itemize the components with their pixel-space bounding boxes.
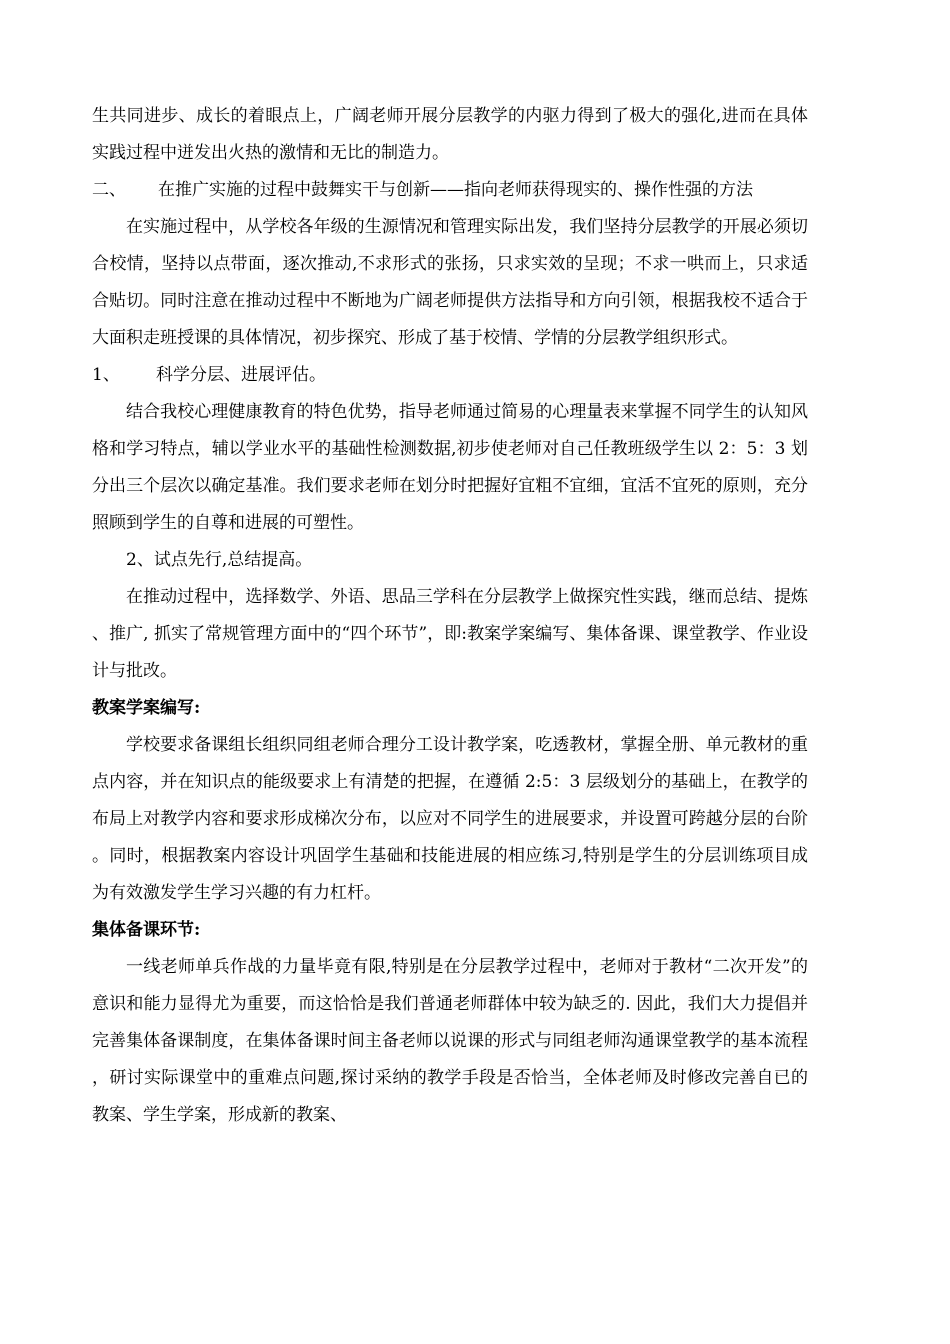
item-heading-2: 2、试点先行,总结提高。: [126, 550, 313, 570]
item-heading-1: [92, 357, 808, 394]
section-heading-2: [92, 172, 808, 209]
item-title: 科学分层、进展评估。: [156, 365, 326, 385]
paragraph-intro: 生共同进步、成长的着眼点上，广阔老师开展分层教学的内驱力得到了极大的强化,进而在具体实践过程中迸发出火热的激情和无比的制造力。: [92, 106, 808, 163]
paragraph-group-prep-body: 一线老师单兵作战的力量毕竟有限,特别是在分层教学过程中，老师对于教材“二次开发”的意识和能力显得尤为重要，而这恰恰是我们普通老师群体中较为缺乏的. 因此，我们大力提倡并完善集体备课制度，在集体备课时间主备老师以说课的形式与同组老师沟通课堂教学的基本流程，研讨实际课堂中的重难点问题,探讨采纳的教学手段是否恰当，全体老师及时修改完善自已的教案、学生学案，形成新的教案、: [92, 957, 808, 1125]
paragraph-item1-body: 结合我校心理健康教育的特色优势，指导老师通过简易的心理量表来掌握不同学生的认知风格和学习特点，辅以学业水平的基础性检测数据,初步使老师对自己任教班级学生以 2：5：3 划分出三个层次以确定基准。我们要求老师在划分时把握好宜粗不宜细，宜活不宜死的原则，充分照顾到学生的自尊和进展的可塑性。: [92, 402, 808, 533]
heading-lesson-plan: 教案学案编写:: [92, 698, 201, 718]
paragraph-lesson-plan-body: 学校要求备课组长组织同组老师合理分工设计教学案，吃透教材，掌握全册、单元教材的重点内容，并在知识点的能级要求上有清楚的把握，在遵循 2:5：3 层级划分的基础上，在教学的布局上对教学内容和要求形成梯次分布，以应对不同学生的进展要求，并设置可跨越分层的台阶。同时，根据教案内容设计巩固学生基础和技能进展的相应练习,特别是学生的分层训练项目成为有效激发学生学习兴趣的有力杠杆。: [92, 735, 808, 903]
section-title: 在推广实施的过程中鼓舞实干与创新——指向老师获得现实的、操作性强的方法: [158, 180, 753, 200]
paragraph-item2-body: 在推动过程中，选择数学、外语、思品三学科在分层教学上做探究性实践，继而总结、提炼、推广, 抓实了常规管理方面中的“四个环节”，即:教案学案编写、集体备课、课堂教学、作业设计与批改。: [92, 587, 808, 681]
paragraph-section2-body: 在实施过程中，从学校各年级的生源情况和管理实际出发，我们坚持分层教学的开展必须切合校情，坚持以点带面，逐次推动,不求形式的张扬，只求实效的呈现；不求一哄而上，只求适合贴切。同时注意在推动过程中不断地为广阔老师提供方法指导和方向引领，根据我校不适合于大面积走班授课的具体情况，初步探究、形成了基于校情、学情的分层教学组织形式。: [92, 217, 808, 348]
heading-group-prep: 集体备课环节:: [92, 920, 201, 940]
document-body: [92, 98, 808, 1134]
section-number: 二、: [92, 180, 126, 200]
item-number: 1、: [92, 365, 120, 385]
